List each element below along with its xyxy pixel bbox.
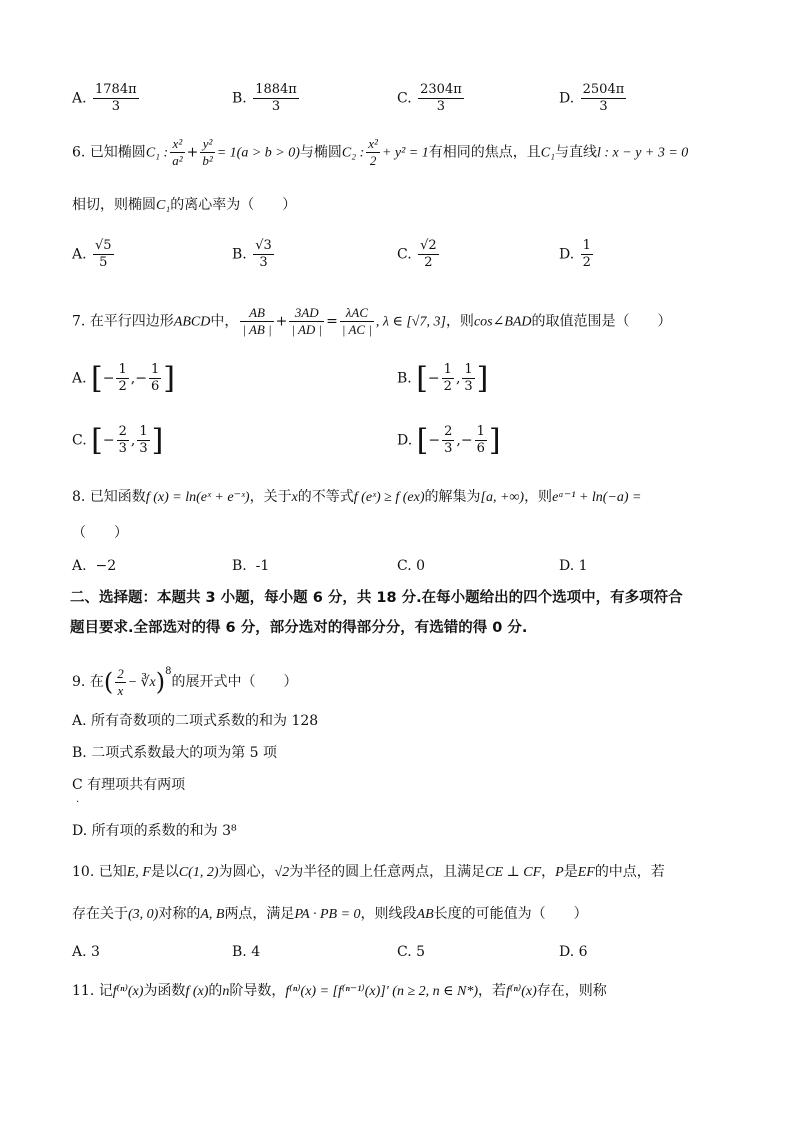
- option-label: A.: [72, 246, 87, 263]
- denominator: 3: [118, 441, 127, 456]
- q10-text: 是以: [150, 864, 179, 880]
- numerator: 1: [443, 362, 452, 377]
- sign: −: [102, 432, 115, 449]
- q5-option-c[interactable]: [397, 82, 466, 115]
- denominator: 2: [424, 255, 433, 270]
- q11-text: 的: [208, 983, 223, 999]
- option-label: A.: [72, 944, 87, 960]
- q11-math: f (x): [185, 984, 209, 999]
- q7-math: , λ ∈ [√7, 3]: [375, 314, 446, 330]
- q10-math: √2: [274, 865, 290, 880]
- q6-option-c[interactable]: [397, 238, 441, 271]
- option-label: D.: [559, 90, 575, 107]
- q10-stem-line1: [72, 862, 734, 883]
- q10-option-d[interactable]: [559, 942, 588, 962]
- q9-option-a[interactable]: A. 所有奇数项的二项式系数的和为 128: [72, 713, 319, 729]
- q8-text: ，关于: [249, 489, 292, 505]
- q10-math: E, F: [126, 865, 151, 880]
- q7-math: cos∠BAD: [473, 314, 532, 330]
- q8-math: x: [291, 490, 298, 505]
- q6-text: 有相同的焦点，且: [428, 144, 541, 161]
- q8-option-a[interactable]: [72, 556, 116, 576]
- sign: −: [460, 432, 473, 449]
- denominator: | AB |: [242, 322, 272, 337]
- sign: −: [427, 370, 440, 387]
- q6-option-b[interactable]: [232, 238, 276, 271]
- q9-text: 的展开式中（ ）: [171, 674, 298, 690]
- question-number: 6.: [72, 144, 86, 161]
- q11-text: 阶导数，: [229, 983, 286, 999]
- fraction: [93, 82, 139, 115]
- option-value: −2: [95, 558, 117, 574]
- right-bracket: ]: [163, 360, 175, 396]
- q7-text: 的取值范围是（ ）: [531, 313, 672, 330]
- fraction: [418, 238, 439, 271]
- denominator: a²: [172, 153, 183, 168]
- q7-text: ，则: [445, 313, 474, 330]
- q9-option-b[interactable]: B. 二项式系数最大的项为第 5 项: [72, 745, 277, 761]
- q10-text: 两点，满足: [224, 906, 295, 922]
- option-label: D.: [559, 944, 575, 960]
- q9-stem: 9. 在( $\frac{2}{x}$ − ∛x)$^8$的展开式中（ ）: [72, 665, 298, 698]
- fraction: [462, 362, 474, 395]
- fraction: [137, 424, 149, 457]
- denominator: 3: [111, 99, 120, 114]
- left-bracket: [: [416, 422, 429, 458]
- left-bracket: [: [91, 422, 103, 458]
- denominator: 3: [271, 99, 281, 114]
- q6-math: C₁ :: [145, 145, 169, 161]
- fraction: [366, 136, 380, 169]
- option-label: B.: [232, 90, 247, 107]
- q10-text: 为圆心，: [218, 864, 275, 880]
- left-bracket: [: [416, 360, 428, 396]
- q7-option-a[interactable]: [72, 362, 175, 395]
- q11-stem: [72, 981, 734, 1002]
- q5-option-b[interactable]: [232, 82, 301, 115]
- q10-option-a[interactable]: [72, 942, 100, 962]
- q10-math: (3, 0): [128, 907, 159, 922]
- q7-math: ABCD: [173, 314, 211, 330]
- option-label: C.: [397, 944, 412, 960]
- fraction: [200, 136, 214, 169]
- q10-math: PA · PB = 0: [294, 907, 361, 922]
- q10-options: [72, 942, 734, 962]
- question-number: 11.: [72, 983, 95, 999]
- q8-text: 的解集为: [424, 489, 481, 505]
- q5-option-d[interactable]: [559, 82, 628, 115]
- q10-math: C(1, 2): [178, 865, 219, 880]
- denominator: 3: [259, 255, 268, 270]
- q11-math: n: [222, 984, 230, 999]
- numerator: 2504π: [582, 82, 625, 97]
- q7-options-cd: [72, 424, 734, 468]
- numerator: 2: [117, 665, 124, 681]
- numerator: √5: [95, 238, 112, 253]
- q7-option-d[interactable]: [397, 424, 501, 457]
- numerator: x²: [368, 136, 378, 151]
- q6-text: 与椭圆: [299, 144, 342, 161]
- denominator: 3: [436, 99, 446, 114]
- operator: =: [326, 313, 338, 330]
- q6-math: l : x − y + 3 = 0: [596, 145, 689, 161]
- q6-option-d[interactable]: [559, 238, 595, 271]
- q6-text: 已知椭圆: [89, 144, 146, 161]
- denominator: 5: [99, 255, 108, 270]
- q6-option-a[interactable]: [72, 238, 116, 271]
- answer-blank: （ ）: [72, 525, 128, 541]
- numerator: 1: [464, 362, 473, 377]
- operator: +: [275, 313, 288, 330]
- denominator: | AC |: [341, 322, 372, 337]
- fraction: [340, 305, 374, 338]
- q8-option-b[interactable]: [232, 556, 269, 576]
- q8-option-d[interactable]: [559, 556, 588, 576]
- option-label: C.: [397, 246, 412, 263]
- q8-stem-line1: [72, 487, 734, 508]
- fraction: [581, 82, 627, 115]
- denominator: 3: [139, 441, 148, 456]
- fraction: [442, 362, 454, 395]
- option-value: -1: [255, 558, 270, 574]
- q10-text: 已知: [98, 864, 127, 880]
- denominator: 2: [118, 379, 127, 394]
- comma: ,: [130, 370, 136, 387]
- option-label: C.: [397, 90, 412, 107]
- denominator: 6: [150, 379, 160, 394]
- numerator: AB: [240, 305, 273, 322]
- option-label: C.: [72, 432, 87, 449]
- q6-math: + y² = 1: [381, 145, 429, 161]
- q8-options: [72, 556, 734, 576]
- sign: −: [428, 432, 441, 449]
- q9-math: − ∛x: [127, 675, 156, 690]
- numerator: 1: [582, 238, 591, 253]
- option-label: A.: [72, 90, 87, 107]
- question-number: 7.: [72, 313, 86, 330]
- option-label: B.: [232, 246, 247, 263]
- numerator: 1: [150, 362, 160, 377]
- q11-math: f⁽ⁿ⁾(x) = [f⁽ⁿ⁻¹⁾(x)]′ (n ≥ 2, n ∈ N*): [285, 984, 479, 999]
- section-heading-line2: 题目要求.全部选对的得 6 分，部分选对的得部分分，有选错的得 0 分.: [70, 620, 528, 636]
- option-value: 4: [251, 944, 261, 960]
- q10-math: AB: [416, 907, 434, 922]
- q5-options: [72, 74, 734, 114]
- option-value: 6: [578, 944, 588, 960]
- option-value: 5: [416, 944, 426, 960]
- exponent: 8: [165, 666, 172, 677]
- q10-text: ，: [541, 864, 556, 880]
- option-label: D.: [559, 246, 575, 263]
- q6-stem-line2: [72, 195, 734, 216]
- q10-math: EF: [577, 865, 595, 880]
- q7-text: 中，: [210, 313, 239, 330]
- denominator: 2: [369, 153, 377, 168]
- question-number: 10.: [72, 864, 95, 880]
- q6-text: 与直线: [554, 144, 597, 161]
- q10-option-b[interactable]: [232, 942, 260, 962]
- q10-option-c[interactable]: [397, 942, 425, 962]
- numerator: λAC: [340, 305, 374, 322]
- q9-text: 在: [89, 674, 104, 690]
- numerator: 1884π: [255, 82, 297, 97]
- q8-option-c[interactable]: [397, 556, 425, 576]
- q8-text: 的不等式: [297, 489, 354, 505]
- q8-text: 已知函数: [89, 489, 146, 505]
- fraction: [117, 424, 129, 457]
- option-value: 3: [91, 944, 100, 960]
- q8-stem-line2: [72, 523, 734, 543]
- option-label: A.: [72, 558, 87, 574]
- sign: −: [135, 370, 147, 387]
- q6-text: 相切，则椭圆: [72, 197, 156, 213]
- q11-text: 存在，则称: [536, 983, 607, 999]
- fraction: [253, 238, 274, 271]
- q9-option-c[interactable]: C 有理项共有两项: [72, 777, 186, 793]
- q6-math: = 1(a > b > 0): [216, 145, 300, 161]
- q10-math: A, B: [200, 907, 225, 922]
- left-bracket: [: [91, 360, 103, 396]
- fraction: [170, 136, 184, 169]
- denominator: b²: [202, 153, 213, 168]
- q10-text: 长度的可能值为（ ）: [433, 906, 588, 922]
- q8-text: ，则: [524, 489, 553, 505]
- q11-text: ，若: [478, 983, 507, 999]
- option-label: B.: [232, 944, 247, 960]
- fraction: [149, 362, 161, 395]
- denominator: 3: [444, 441, 453, 456]
- option-label: D.: [397, 432, 413, 449]
- q6-stem-line1: 6. 已知椭圆C₁ : $\frac{\text{x²}}{\text{a²}}$ + $\frac{\text{y²}}{\text{b²}}$ = 1(a > b > 0)与椭圆C₂ : $\frac{\text{x²}}{2}$ + y² = 1有相同的焦点，且C₁与直线l : x − y + 3 = 0: [72, 136, 689, 168]
- question-number: 8.: [72, 489, 86, 505]
- option-value: 1: [578, 558, 588, 574]
- q6-text: 的离心率为（ ）: [170, 197, 297, 213]
- numerator: x²: [170, 136, 184, 153]
- right-bracket: ]: [488, 422, 501, 458]
- q6-options: [72, 238, 734, 280]
- q10-stem-line2: [72, 904, 734, 925]
- numerator: 1: [118, 362, 127, 377]
- numerator: 2: [444, 424, 453, 439]
- comma: ,: [130, 432, 136, 449]
- comma: ,: [455, 370, 461, 387]
- numerator: √2: [420, 238, 437, 253]
- numerator: 1784π: [95, 82, 137, 97]
- q8-math: [a, +∞): [480, 490, 525, 505]
- q7-stem: [72, 305, 734, 338]
- q8-math: f (eˣ) ≥ f (ex): [353, 490, 425, 505]
- denominator: 2: [582, 255, 591, 270]
- q9-option-d[interactable]: D. 所有项的系数的和为 3⁸: [72, 823, 237, 839]
- fraction: [116, 362, 128, 395]
- fraction: [289, 305, 324, 338]
- q7-option-b[interactable]: [397, 362, 488, 395]
- denominator: x: [117, 682, 124, 698]
- numerator: 1: [476, 424, 485, 439]
- q10-math: CE ⊥ CF: [485, 865, 542, 880]
- q8-math: f (x) = ln(eˣ + e⁻ˣ): [145, 490, 250, 505]
- q10-text: 对称的: [158, 906, 201, 922]
- q7-options-ab: [72, 362, 734, 406]
- q8-math: eᵃ⁻¹ + ln(−a) =: [552, 490, 642, 505]
- fraction: [253, 82, 299, 115]
- q7-text: 在平行四边形: [89, 313, 174, 330]
- sign: −: [102, 370, 115, 387]
- option-value: 0: [416, 558, 426, 574]
- numerator: 2: [118, 424, 127, 439]
- numerator: 3AD: [289, 305, 324, 322]
- q11-math: f⁽ⁿ⁾(x): [506, 984, 537, 999]
- denominator: | AD |: [291, 322, 323, 337]
- option-label: D.: [559, 558, 575, 574]
- section-heading-line1: 二、选择题：本题共 3 小题，每小题 6 分，共 18 分.在每小题给出的四个选项中，有多项符合: [70, 590, 683, 606]
- denominator: 2: [443, 379, 452, 394]
- q7-option-c[interactable]: [72, 424, 163, 457]
- denominator: 3: [599, 99, 608, 114]
- comma: ,: [456, 432, 461, 449]
- q11-text: 为函数: [143, 983, 186, 999]
- numerator: √3: [255, 238, 272, 253]
- denominator: 6: [476, 441, 485, 456]
- option-label: B.: [232, 558, 247, 574]
- q10-text: ，则线段: [360, 906, 417, 922]
- q10-math: P: [555, 865, 564, 880]
- q6-math: C₂ :: [341, 145, 365, 161]
- q6-math: C₁: [540, 145, 555, 161]
- q10-text: 是: [563, 864, 578, 880]
- numerator: 2304π: [420, 82, 462, 97]
- fraction: [475, 424, 487, 457]
- question-number: 9.: [72, 674, 86, 690]
- numerator: y²: [200, 136, 214, 153]
- q10-text: 的中点，若: [594, 864, 665, 880]
- fraction: [418, 82, 464, 115]
- q10-text: 存在关于: [72, 906, 128, 922]
- fraction: [240, 305, 273, 338]
- right-bracket: ]: [151, 422, 164, 458]
- option-label: A.: [72, 370, 87, 387]
- q11-math: f⁽ⁿ⁾(x): [112, 984, 144, 999]
- q11-text: 记: [98, 983, 113, 999]
- q10-text: 为半径的圆上任意两点，且满足: [289, 864, 486, 880]
- option-label: B.: [397, 370, 412, 387]
- fraction: [93, 238, 114, 271]
- option-label: C.: [397, 558, 412, 574]
- q5-option-a[interactable]: [72, 82, 141, 115]
- numerator: 1: [139, 424, 148, 439]
- right-bracket: ]: [476, 360, 489, 396]
- fraction: [442, 424, 454, 457]
- fraction: [115, 666, 126, 699]
- q6-math: C₁: [156, 198, 171, 213]
- q9-stray-dot: .: [76, 794, 80, 805]
- denominator: 3: [464, 379, 473, 394]
- fraction: [581, 238, 593, 271]
